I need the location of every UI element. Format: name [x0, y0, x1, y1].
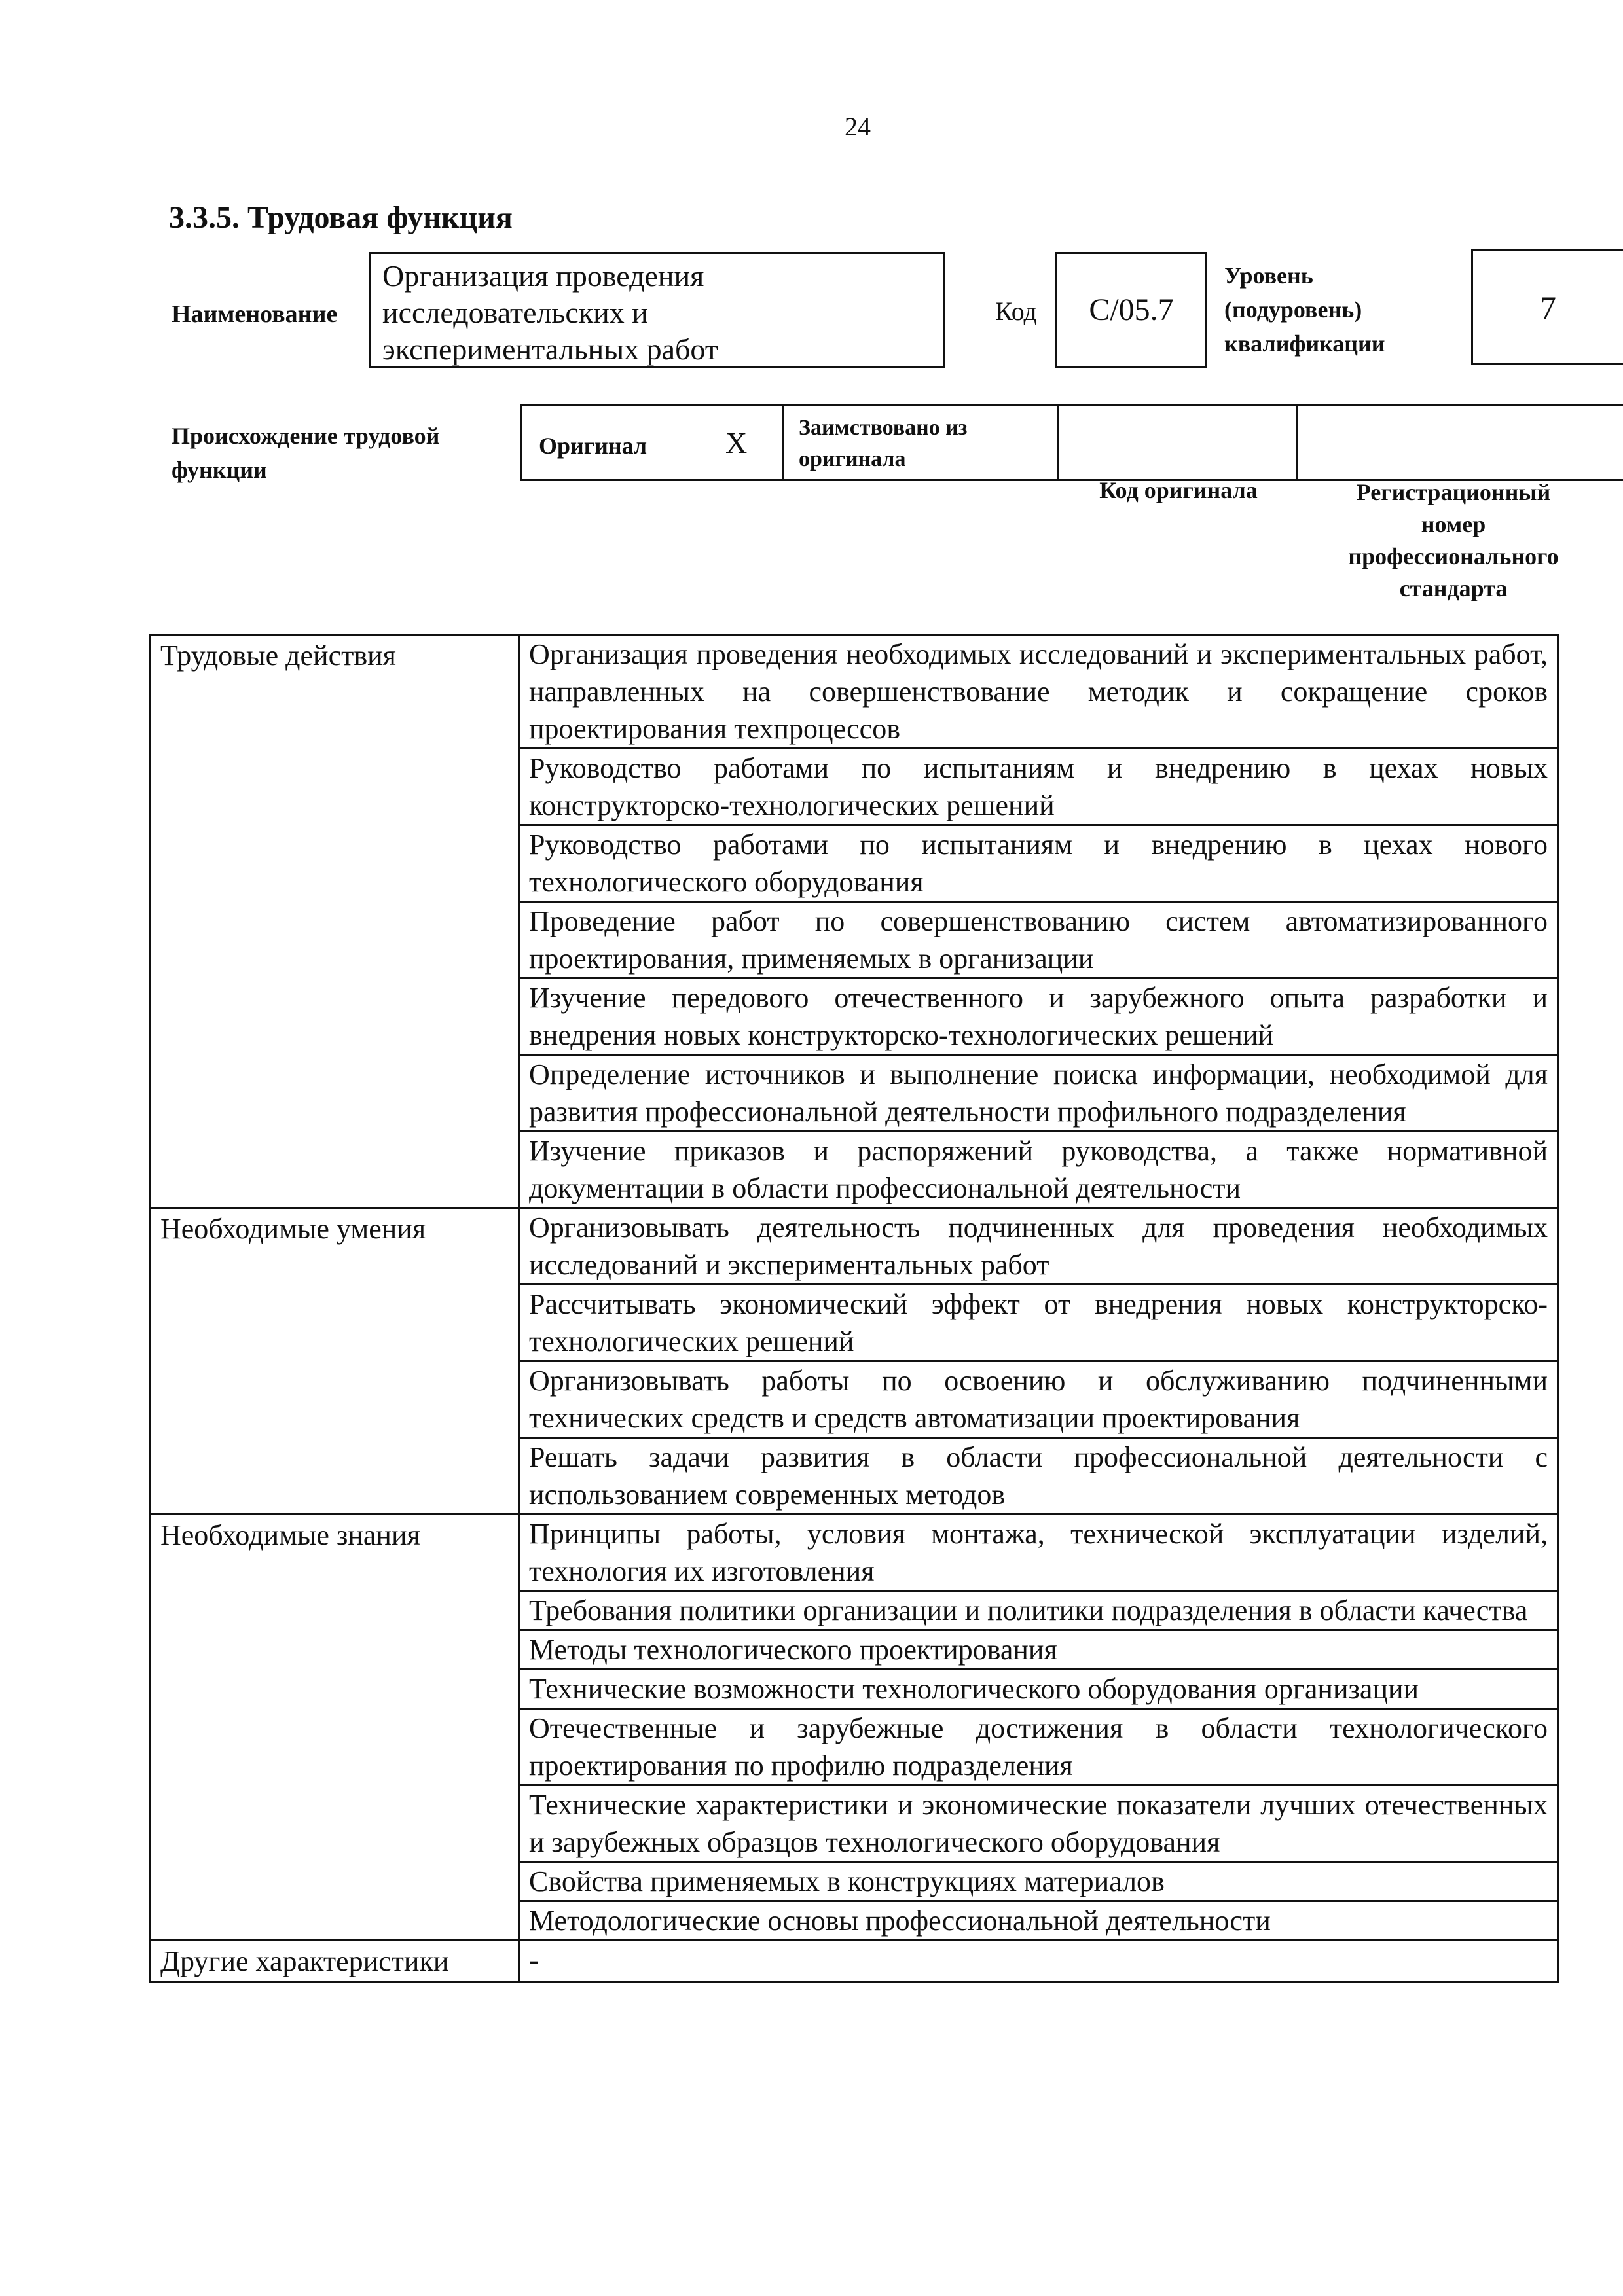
item-cell: Технические возможности технологического оборудования организации — [519, 1670, 1558, 1709]
table-row — [151, 1515, 1558, 1591]
original-label: Оригинал — [539, 433, 647, 459]
section-title: 3.3.5. Трудовая функция — [169, 200, 513, 235]
borrowed-label-line: Заимствовано из — [799, 416, 968, 440]
item-cell: Изучение передового отечественного и зарубежного опыта разработки и внедрения новых конструкторско-технологических решений — [519, 978, 1558, 1055]
name-box — [369, 252, 945, 368]
item-cell: Технические характеристики и экономические показатели лучших отечественных и зарубежных образцов технологического оборудования — [519, 1785, 1558, 1862]
table-row — [151, 1941, 1558, 1982]
reg-caption-line: стандарта — [1399, 575, 1508, 601]
level-label — [1224, 259, 1385, 361]
item-cell: Решать задачи развития в области профессиональной деятельности с использованием современных методов — [519, 1438, 1558, 1515]
item-cell: Свойства применяемых в конструкциях материалов — [519, 1862, 1558, 1901]
reg-caption-line: профессионального — [1348, 543, 1559, 569]
registration-number-caption — [1303, 476, 1604, 605]
item-cell: Руководство работами по испытаниям и внедрению в цехах нового технологического оборудования — [519, 825, 1558, 902]
item-cell: Организовывать деятельность подчиненных для проведения необходимых исследований и экспериментальных работ — [519, 1208, 1558, 1285]
level-label-line: Уровень — [1224, 262, 1313, 289]
table-row — [151, 635, 1558, 749]
original-mark: X — [725, 426, 748, 459]
code-box: С/05.7 — [1055, 252, 1207, 368]
item-cell: Рассчитывать экономический эффект от внедрения новых конструкторско-технологических решений — [519, 1285, 1558, 1361]
page-number: 24 — [845, 112, 871, 141]
code-label: Код — [995, 296, 1037, 326]
origin-row — [520, 404, 1623, 481]
item-cell: Изучение приказов и распоряжений руководства, а также нормативной документации в области профессиональной деятельности — [519, 1132, 1558, 1208]
name-line: Организация проведения — [382, 259, 704, 293]
item-cell: Принципы работы, условия монтажа, технической эксплуатации изделий, технология их изготовления — [519, 1515, 1558, 1591]
category-cell: Необходимые умения — [151, 1208, 519, 1515]
name-line: исследовательских и — [382, 296, 648, 329]
item-cell: Проведение работ по совершенствованию систем автоматизированного проектирования, применяемых в организации — [519, 902, 1558, 978]
name-label: Наименование — [172, 300, 338, 328]
reg-caption-line: номер — [1421, 511, 1486, 537]
item-cell: Методологические основы профессиональной деятельности — [519, 1901, 1558, 1941]
item-cell: - — [519, 1941, 1558, 1982]
name-line: экспериментальных работ — [382, 332, 718, 366]
table-row — [151, 1208, 1558, 1285]
item-cell: Отечественные и зарубежные достижения в области технологического проектирования по профилю подразделения — [519, 1709, 1558, 1785]
reg-caption-line: Регистрационный — [1356, 479, 1551, 505]
borrowed-label-line: оригинала — [799, 447, 906, 471]
origin-label — [172, 419, 439, 487]
origin-label-line: функции — [172, 457, 267, 483]
original-cell — [520, 406, 782, 479]
original-code-caption: Код оригинала — [1099, 477, 1258, 503]
level-label-line: (подуровень) — [1224, 296, 1362, 323]
item-cell: Требования политики организации и политики подразделения в области качества — [519, 1591, 1558, 1630]
item-cell: Организовывать работы по освоению и обслуживанию подчиненными технических средств и средств автоматизации проектирования — [519, 1361, 1558, 1438]
registration-number-cell — [1296, 406, 1623, 479]
category-cell: Другие характеристики — [151, 1941, 519, 1982]
item-cell: Руководство работами по испытаниям и внедрению в цехах новых конструкторско-технологических решений — [519, 749, 1558, 825]
item-cell: Организация проведения необходимых исследований и экспериментальных работ, направленных на совершенствование методик и сокращение сроков проектирования техпроцессов — [519, 635, 1558, 749]
original-code-cell — [1057, 406, 1296, 479]
level-box: 7 — [1471, 249, 1623, 365]
borrowed-cell — [782, 406, 1057, 479]
item-cell: Методы технологического проектирования — [519, 1630, 1558, 1670]
item-cell: Определение источников и выполнение поиска информации, необходимой для развития профессиональной деятельности профильного подразделения — [519, 1055, 1558, 1132]
origin-label-line: Происхождение трудовой — [172, 423, 440, 449]
requirements-table — [149, 634, 1559, 1983]
category-cell: Трудовые действия — [151, 635, 519, 1208]
category-cell: Необходимые знания — [151, 1515, 519, 1941]
level-label-line: квалификации — [1224, 331, 1385, 357]
